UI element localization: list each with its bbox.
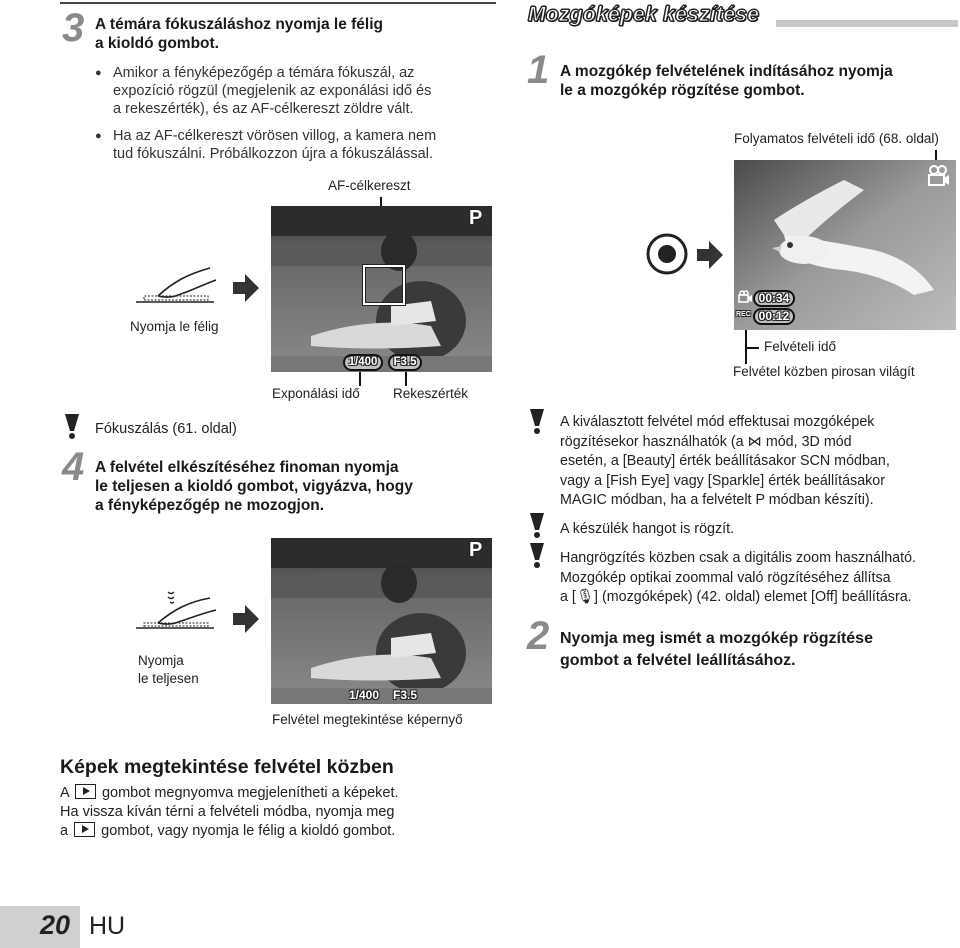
af-target-label: AF-célkereszt [328, 178, 411, 193]
title-rule [776, 20, 958, 27]
review-screen-label: Felvétel megtekintése képernyő [272, 712, 463, 727]
viewfinder-photo-af [271, 206, 492, 372]
top-rule-left [60, 2, 496, 4]
step-1-number: 1 [527, 48, 550, 92]
exposure-pointer-line [359, 372, 361, 386]
shutter-speed-readout: 1/400 [343, 354, 383, 371]
movie-small-icon [737, 289, 753, 310]
mode-p-indicator: P [469, 207, 483, 229]
arrow-right-icon [233, 604, 259, 639]
step-4-number: 4 [62, 445, 85, 489]
arrow-right-icon [233, 273, 259, 308]
arrow-right-icon [697, 240, 723, 275]
step-4-heading: A felvétel elkészítéséhez finoman nyomja le teljesen a kioldó gombot, vigyázva, hogy a fényképezőgép ne mozogjon. [95, 459, 413, 514]
aperture-pointer-line [405, 372, 407, 386]
aperture-value-label: Rekeszérték [393, 386, 469, 401]
step-2-number: 2 [527, 614, 550, 658]
movie-mode-icon [926, 164, 950, 193]
focus-note: Fókuszálás (61. oldal) [95, 421, 237, 437]
aperture-readout: F3.5 [388, 354, 422, 371]
caution-icon [527, 543, 547, 569]
movie-record-button-icon [645, 232, 689, 281]
mode-p-indicator: P [469, 539, 483, 561]
continuous-pointer-line [935, 150, 937, 160]
rec-time-pointer-h [745, 347, 759, 349]
press-half-label: Nyomja le félig [130, 319, 219, 334]
caution-icon [527, 513, 547, 539]
step-1-heading: A mozgókép felvételének indításához nyomja le a mozgókép rögzítése gombot. [560, 63, 893, 99]
caution-icon [527, 409, 547, 435]
exposure-time-label: Exponálási idő [272, 386, 360, 401]
viewing-section-title: Képek megtekintése felvétel közben [60, 756, 394, 778]
af-target-frame [363, 265, 405, 305]
sound-note: A készülék hangot is rögzít. [560, 521, 735, 537]
press-full-label: Nyomja le teljesen [138, 653, 199, 686]
step-3-heading: A témára fókuszáláshoz nyomja le félig a kioldó gombot. [95, 16, 383, 52]
step-3-bullet-2: ● Ha az AF-célkereszt vörösen villog, a kamera nem tud fókuszálni. Próbálkozzon újra a fókuszálással. [95, 127, 495, 163]
effects-note: A kiválasztott felvétel mód effektusai mozgóképek rögzítésekor használhatók (a ⋈ mód, 3D mód esetén, a [Beauty] érték beállításakor SCN módban, vagy a [Fish Eye] vagy [Sparkle] érték beállításakor MAGIC módban, ha a felvételt P módban készíti). [560, 414, 890, 508]
zoom-note: Hangrögzítés közben csak a digitális zoom használható. Mozgókép optikai zoommal való rögzítéséhez állítsa a [🎙] (mozgóképek) (42. oldal) elemet [Off] beállításra. [560, 550, 917, 605]
viewing-text: A gombot megnyomva megjelenítheti a képeket. Ha vissza kíván térni a felvételi módba, nyomja meg a gombot, vagy nyomja le félig a kioldó gombot. [60, 785, 399, 839]
play-button-icon [74, 822, 95, 837]
section-title: Mozgóképek készítése [528, 3, 760, 26]
rec-tag: REC [736, 311, 751, 318]
rec-red-label: Felvétel közben pirosan világít [733, 364, 915, 379]
aperture-readout: F3.5 [393, 688, 418, 702]
caution-icon [62, 414, 82, 440]
remaining-time-readout: 00:34 [753, 290, 795, 307]
recording-time-label: Felvételi idő [764, 339, 837, 354]
language-code: HU [89, 912, 126, 940]
step-2-heading: Nyomja meg ismét a mozgókép rögzítése gombot a felvétel leállításához. [560, 630, 873, 669]
page-number: 20 [40, 910, 71, 940]
step-3-bullet-1: ● Amikor a fényképezőgép a témára fókuszál, az expozíció rögzül (megjelenik az exponálási idő és a rekeszérték), és az AF-célkereszt zöldre vált. [95, 64, 495, 118]
shutter-full-press-illustration [128, 588, 223, 636]
step-3-number: 3 [62, 6, 85, 50]
shutter-half-press-illustration [128, 262, 223, 310]
recording-time-readout: 00:12 [753, 308, 795, 325]
review-screen-photo [271, 538, 492, 704]
shutter-speed-readout: 1/400 [349, 688, 380, 702]
continuous-time-label: Folyamatos felvételi idő (68. oldal) [734, 131, 939, 146]
play-button-icon [75, 784, 96, 799]
movie-screen-photo [734, 160, 956, 330]
